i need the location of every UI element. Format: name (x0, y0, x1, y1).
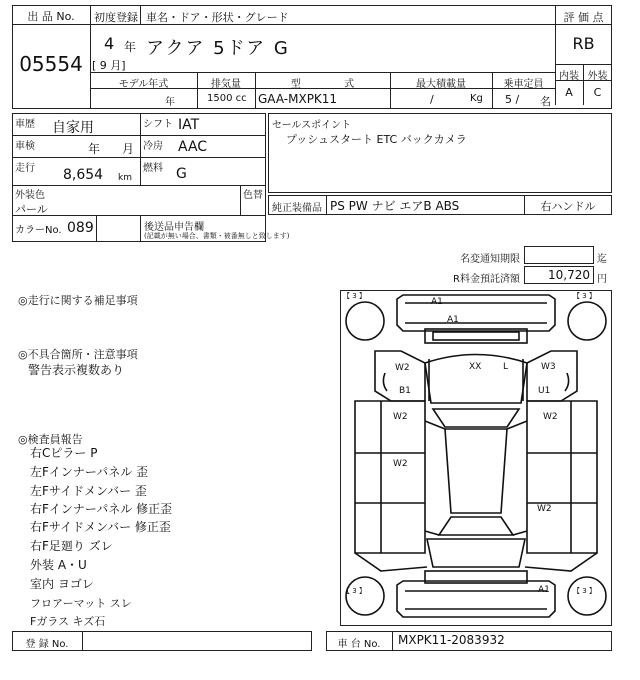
chassis-label: 車 台 No. (337, 639, 381, 650)
mileage-label: 走行 (15, 163, 35, 174)
displacement-label: 排気量 (211, 79, 241, 90)
mark-w2-left-front-door: W2 (393, 412, 408, 422)
rear-glass-shape (439, 517, 513, 535)
lot-no: 05554 (19, 52, 83, 76)
mark-a1-rear: A1 (538, 585, 550, 595)
history: 自家用 (52, 120, 94, 136)
mark-l: L (503, 362, 509, 372)
inspection-year: 年 (88, 142, 101, 156)
recycle-label: R料金預託済額 (453, 274, 520, 285)
mark-w2-left-rear-door: W2 (393, 459, 408, 469)
interior-grade: A (565, 86, 573, 99)
ac-label: 冷房 (143, 141, 163, 152)
tire-label-front-left: 【 3 】 (343, 292, 366, 300)
inspector-item: 右Fインナーパネル 修正歪 (30, 502, 173, 516)
ext-color: パール (15, 203, 48, 216)
mark-w2-right-front-door: W2 (543, 412, 558, 422)
car-diagram (341, 291, 611, 625)
interior-label: 内装 (559, 71, 579, 82)
inspector-item: 外装 A・U (30, 558, 87, 572)
tire-label-rear-left: 【 3 】 (343, 587, 366, 595)
displacement: 1500 cc (207, 93, 247, 104)
post-label: 後送品申告欄 (144, 222, 204, 233)
exterior-grade: C (593, 86, 602, 99)
score: RB (572, 34, 595, 53)
chassis-no: MXPK11-2083932 (398, 633, 505, 647)
front-bumper-shape (397, 295, 555, 331)
equipment: PS PW ナビ エアB ABS (330, 199, 460, 213)
recycle-fee: 10,720 (548, 268, 590, 282)
inspector-item: 左Fサイドメンバー 歪 (30, 484, 147, 498)
mark-w2-front-left: W2 (395, 363, 410, 373)
inspector-item: 右F足廻り ズレ (30, 539, 113, 553)
shift: IAT (178, 117, 200, 133)
history-label: 車歴 (15, 119, 35, 130)
mark-a1-front-bumper: A1 (431, 297, 443, 307)
model-code: GAA-MXPK11 (258, 92, 338, 106)
rear-bumper-shape (397, 581, 555, 617)
first-reg-label: 初度登録 (94, 11, 138, 24)
tire-front-left-icon (346, 302, 384, 340)
sales-points: プッシュスタート ETC バックカメラ (286, 133, 467, 146)
color-change-label: 色替 (243, 190, 263, 201)
mark-a1-front: A1 (447, 315, 459, 325)
car-name: アクア 5ドア G (146, 38, 290, 59)
mark-w2-right-rear: W2 (537, 504, 552, 514)
steering: 右ハンドル (540, 200, 596, 213)
mark-u1: U1 (538, 386, 551, 396)
inspector-item: 右Cピラー P (30, 446, 98, 460)
right-side-shape (527, 401, 597, 553)
tire-label-rear-right: 【 3 】 (573, 587, 596, 595)
inspector-item: 左Fインナーパネル 歪 (30, 465, 149, 479)
car-diagram-frame (340, 290, 612, 626)
recycle-unit: 円 (597, 274, 607, 285)
score-label: 評 価 点 (563, 11, 604, 24)
inspector-item: Fガラス キズ石 (30, 615, 106, 628)
inspector-item: 室内 ヨゴレ (30, 577, 94, 591)
capacity-unit: 名 (540, 95, 551, 108)
tire-front-right-icon (568, 302, 606, 340)
model-year-label: モデル年式 (118, 79, 169, 90)
lot-no-label: 出 品 No. (27, 10, 75, 23)
tire-label-front-right: 【 3 】 (573, 292, 596, 300)
roof-shape (445, 429, 507, 513)
name-change-unit: 迄 (597, 254, 607, 265)
color-no: 089 (67, 220, 94, 236)
inspection-label: 車検 (15, 141, 35, 152)
defect-item: 警告表示複数あり (28, 363, 125, 377)
exterior-label: 外装 (587, 71, 608, 82)
right-front-fender-shape (527, 351, 577, 401)
shift-label: シフト (143, 119, 173, 130)
driving-title: ◎走行に関する補足事項 (18, 294, 138, 307)
mark-xx: XX (469, 362, 482, 372)
trunk-shape (427, 539, 525, 567)
ext-color-label: 外装色 (15, 190, 45, 201)
capacity-label: 乗車定員 (503, 79, 544, 90)
reg-month: [ 9 月] (92, 59, 126, 72)
windshield-shape (433, 409, 519, 427)
max-load-label: 最大積載量 (416, 79, 466, 90)
max-load: / (430, 93, 434, 106)
post-note: (記載が無い場合、書類・被番無しと致します) (144, 232, 290, 240)
reg-year: 4 (104, 34, 115, 53)
inspector-item: 右Fサイドメンバー 修正歪 (30, 520, 171, 534)
fuel-label: 燃料 (143, 163, 163, 174)
ac: AAC (178, 139, 208, 155)
reg-no-label: 登 録 No. (25, 639, 69, 650)
name-change-label: 名変通知期限 (460, 254, 520, 265)
sales-points-label: セールスポイント (272, 120, 352, 131)
car-name-label: 車名・ドア・形状・グレード (146, 11, 289, 24)
color-no-label: カラーNo. (15, 225, 62, 236)
mileage-unit: km (118, 173, 132, 183)
max-load-unit: Kg (470, 93, 483, 104)
defects-title: ◎不具合箇所・注意事項 (18, 348, 138, 361)
tire-rear-left-icon (346, 577, 384, 615)
mark-b1: B1 (399, 386, 411, 396)
model-year-unit: 年 (165, 97, 175, 108)
type-label: 型 式 (290, 79, 355, 90)
name-change-box (524, 246, 594, 264)
equipment-label: 純正装備品 (272, 203, 322, 214)
tire-rear-right-icon (568, 577, 606, 615)
fuel: G (176, 166, 187, 182)
left-side-shape (355, 401, 425, 553)
mark-w3: W3 (541, 362, 556, 372)
capacity: 5 / (505, 93, 520, 106)
inspection-month: 月 (122, 142, 135, 156)
inspector-title: ◎検査員報告 (18, 433, 83, 446)
mileage: 8,654 (63, 167, 104, 183)
reg-year-unit: 年 (124, 40, 137, 54)
inspector-item: フロアーマット スレ (30, 597, 132, 610)
